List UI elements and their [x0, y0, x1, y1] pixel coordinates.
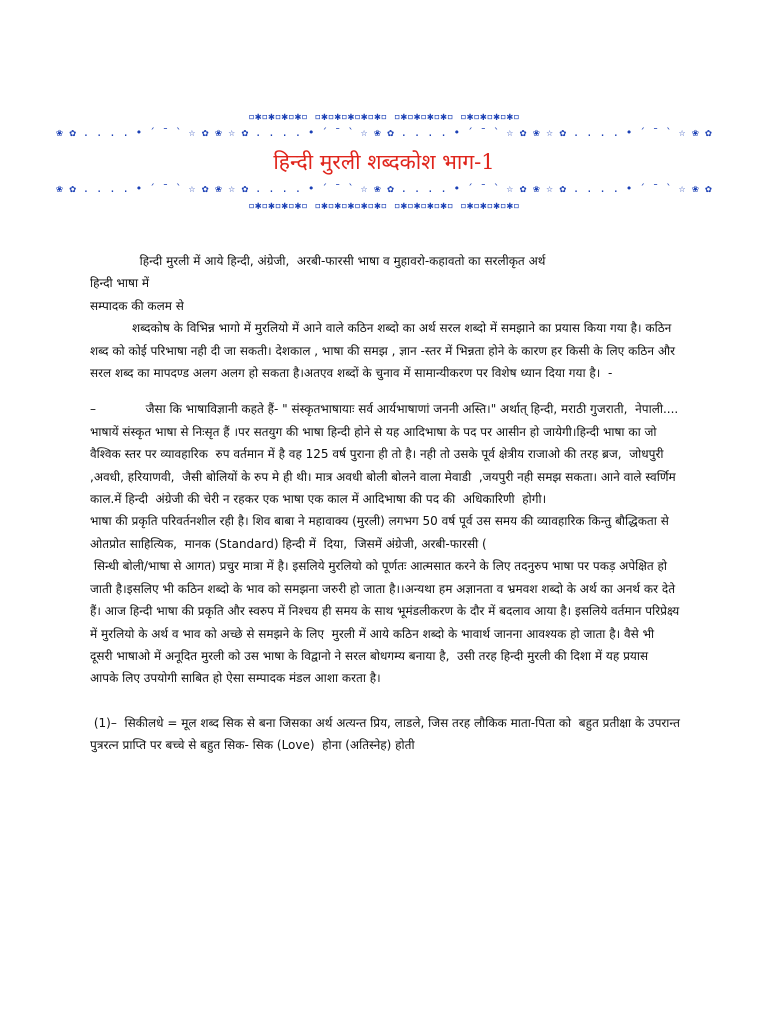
decorative-border-bottom-2: ▫✱▫✱▫✱▫✱▫ ▫✱▫✱▫✱▫✱▫✱▫ ▫✱▫✱▫✱▫✱▫ ▫✱▫✱▫✱▫✱▫	[248, 199, 520, 212]
intro-line-2: हिन्दी भाषा में	[90, 276, 150, 291]
intro-line: हिन्दी मुरली में आये हिन्दी, अंग्रेजी, अरबी-फारसी भाषा व मुहावरो-कहावतो का सरलीकृत अर्थ	[90, 254, 546, 268]
editor-heading: सम्पादक की कलम से	[90, 298, 184, 313]
decorative-border-bottom-1: ❀ ✿ . . . . • ´ ¯ ` ☆ ✿ ❀ ☆ ✿ . . . . • ´ ¯ ` ☆ ❀ ✿ . . . . • ´ ¯ ` ☆ ✿ ❀ ☆ ✿ . . . . • ´ ¯ ` ☆ ❀ ✿	[56, 182, 712, 195]
decorative-border-top-2: ❀ ✿ . . . . • ´ ¯ ` ☆ ✿ ❀ ☆ ✿ . . . . • ´ ¯ ` ☆ ❀ ✿ . . . . • ´ ¯ ` ☆ ✿ ❀ ☆ ✿ . . . . • ´ ¯ ` ☆ ❀ ✿	[56, 126, 712, 139]
document-title: हिन्दी मुरली शब्दकोश भाग-1	[273, 150, 495, 174]
document-body	[90, 250, 684, 757]
paragraph-2: – जैसा कि भाषाविज्ञानी कहते हैं- " संस्कृतभाषायाः सर्व आर्यभाषाणां जननी अस्ति।" अर्थात् हिन्दी, मराठी गुजराती, नेपाली.... भाषायें संस्कृत भाषा से निःसृत हैं ।पर सतयुग की भाषा हिन्दी होने से यह आदिभाषा के पद पर आसीन हो जायेगी।हिन्दी भाषा का जो वैश्विक स्तर पर व्यावहारिक रुप वर्तमान में है वह 125 वर्ष पुराना ही तो है। नही तो उसके पूर्व क्षेत्रीय राजाओ की तरह ब्रज, जोधपुरी ,अवधी, हरियाणवी, जैसी बोलियों के रुप मे ही थी। मात्र अवधी बोली बोलने वाला मेवाडी ,जयपुरी नही समझ सकता। आने वाले स्वर्णिम काल.में हिन्दी अंग्रेजी की चेरी न रहकर एक भाषा एक काल में आदिभाषा की पद की अधिकारिणी होगी।	[90, 402, 683, 507]
decorative-border-top-1: ▫✱▫✱▫✱▫✱▫ ▫✱▫✱▫✱▫✱▫✱▫ ▫✱▫✱▫✱▫✱▫ ▫✱▫✱▫✱▫✱▫	[248, 110, 520, 123]
paragraph-4: सिन्धी बोली/भाषा से आगत) प्रचुर मात्रा में है। इसलिये मुरलियो को पूर्णतः आत्मसात करने के लिए तदनुरुप भाषा पर पकड़ अपेक्षित हो जाती है।इसलिए भी कठिन शब्दो के भाव को समझना जरुरी हो जाता है।।अन्यथा हम अज्ञानता व भ्रमवश शब्दो के अर्थ का अनर्थ कर देते हैं। आज हिन्दी भाषा की प्रकृति और स्वरुप में निश्चय ही समय के साथ भूमंडलीकरण के दौर में बदलाव आया है। इसलिये वर्तमान परिप्रेक्ष्य में मुरलियो के अर्थ व भाव को अच्छे से समझने के लिए मुरली में आये कठिन शब्दो के भावार्थ जानना आवश्यक हो जाता है। वैसे भी दूसरी भाषाओ में अनूदित मुरली को उस भाषा के विद्वानो ने सरल बोधगम्य बनाया है, उसी तरह हिन्दी मुरली की दिशा में यह प्रयास आपके लिए उपयोगी साबित हो ऐसा सम्पादक मंडल आशा करता है।	[90, 559, 684, 686]
paragraph-1: शब्दकोष के विभिन्न भागो में मुरलियो में आने वाले कठिन शब्दो का अर्थ सरल शब्दो में समझाने का प्रयास किया गया है। कठिन शब्द को कोई परिभाषा नही दी जा सकती। देशकाल , भाषा की समझ , ज्ञान -स्तर में भिन्नता होने के कारण हर किसी के लिए कठिन और सरल शब्द का मापदण्ड अलग अलग हो सकता है।अतएव शब्दों के चुनाव में सामान्यीकरण पर विशेष ध्यान दिया गया है। -	[90, 321, 679, 381]
paragraph-3: भाषा की प्रकृति परिवर्तनशील रही है। शिव बाबा ने महावाक्य (मुरली) लगभग 50 वर्ष पूर्व उस समय की व्यावहारिक किन्तु बौद्धिकता से ओतप्रोत साहित्यिक, मानक (Standard) हिन्दी में दिया, जिसमें अंग्रेजी, अरबी-फारसी (	[90, 514, 673, 551]
glossary-entry-1: (1)– सिकीलधे = मूल शब्द सिक से बना जिसका अर्थ अत्यन्त प्रिय, लाडले, जिस तरह लौकिक माता-पिता को बहुत प्रतीक्षा के उपरान्त पुत्ररत्न प्राप्ति पर बच्चे से बहुत सिक- सिक (Love) होना (अतिस्नेह) होती	[90, 715, 684, 753]
